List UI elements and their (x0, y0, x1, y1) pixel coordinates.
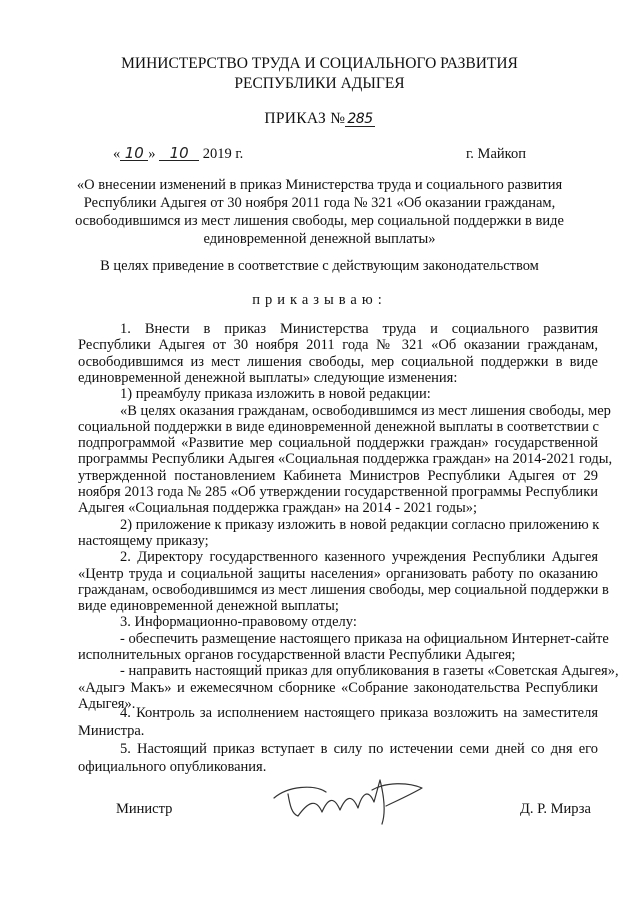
ministry-line-1: МИНИСТЕРСТВО ТРУДА И СОЦИАЛЬНОГО РАЗВИТИЯ (121, 55, 518, 72)
body-line: 2. Директору государственного казенного учреждения Республики Адыгея (120, 549, 598, 566)
body-line: 1. Внести в приказ Министерства труда и социального развития (120, 321, 598, 337)
date-month-handwritten: 10 (159, 146, 199, 161)
signer-title: Министр (116, 801, 173, 817)
subject-line: «О внесении изменений в приказ Министерства труда и социального развития (76, 177, 563, 193)
body-line: Адыгея «Социальная поддержка граждан» на 2014 - 2021 годы»; (78, 500, 478, 517)
order-subject (0, 176, 639, 248)
body-line: 5. Настоящий приказ вступает в силу по истечении семи дней со дня его (120, 741, 598, 757)
body-line: утвержденной постановлением Кабинета Министров Республики Адыгея от 29 (78, 467, 598, 484)
body-line: 3. Информационно-правовому отделу: (120, 614, 357, 631)
date-day-handwritten: 10 (120, 146, 148, 161)
subject-line: Республики Адыгея от 30 ноября 2011 года № 321 «Об оказании гражданам, (83, 195, 556, 211)
order-date (113, 146, 243, 163)
body-line: исполнительных органов государственной власти Республики Адыгея; (78, 647, 516, 663)
body-line: настоящему приказу; (78, 532, 209, 549)
body-line: - направить настоящий приказ для опубликования в газеты «Советская Адыгея», (120, 663, 619, 680)
body-line: 4. Контроль за исполнением настоящего приказа возложить на заместителя (120, 705, 598, 721)
body-line: единовременной денежной выплаты» следующие изменения: (78, 369, 458, 386)
body-line: Республики Адыгея от 30 ноября 2011 года № 321 «Об оказании гражданам, (78, 337, 598, 354)
ministry-header (0, 54, 639, 94)
preamble: В целях приведение в соответствие с действующим законодательством (100, 258, 539, 274)
body-line: 1) преамбулу приказа изложить в новой редакции: (120, 386, 431, 403)
body-line: «В целях оказания гражданам, освободившимся из мест лишения свободы, мер (120, 402, 611, 419)
body-line: гражданам, освободившимся из мест лишения свободы, мер социальной поддержки в (78, 581, 609, 598)
body-line: «Центр труда и социальной защиты населения» организовать работу по оказанию (78, 565, 598, 582)
body-line: 2) приложение к приказу изложить в новой редакции согласно приложению к (120, 516, 600, 533)
date-year: 2019 г. (202, 146, 244, 162)
body-line: виде единовременной денежной выплаты; (78, 598, 339, 615)
body-line: «Адыгэ Макъ» и ежемесячном сборнике «Собрание законодательства Республики (78, 679, 598, 696)
signer-name: Д. Р. Мирза (520, 801, 591, 817)
body-line: освободившимся из мест лишения свободы, мер социальной поддержки в виде (78, 353, 598, 370)
body-line: подпрограммой «Развитие мер социальной поддержки граждан» государственной (78, 435, 598, 452)
body-line: ноября 2013 года № 285 «Об утверждении государственной программы Республики (78, 484, 598, 500)
subject-line: единовременной денежной выплаты» (203, 231, 436, 247)
quote-close: » (148, 146, 156, 162)
body-line: - обеспечить размещение настоящего приказа на официальном Интернет-сайте (120, 630, 609, 647)
body-line: официального опубликования. (78, 759, 267, 775)
city-label: г. Майкоп (466, 146, 526, 162)
quote-open: « (113, 146, 121, 162)
body-line: Адыгея». (78, 695, 136, 712)
subject-line: освободившимся из мест лишения свободы, мер социальной поддержки в виде (75, 213, 564, 229)
order-title (0, 110, 639, 128)
body-line: программы Республики Адыгея «Социальная поддержка граждан» на 2014-2021 годы, (78, 451, 613, 468)
order-label: ПРИКАЗ № (264, 110, 346, 127)
handwritten-signature (268, 772, 428, 828)
order-number-handwritten: 285 (347, 111, 373, 127)
body-line: Министра. (78, 723, 145, 739)
ministry-line-2: РЕСПУБЛИКИ АДЫГЕЯ (234, 75, 405, 92)
prikazyvayu-heading: приказываю: (252, 292, 387, 308)
body-line: социальной поддержки в виде единовременной денежной выплаты в соответствии с (78, 418, 599, 435)
